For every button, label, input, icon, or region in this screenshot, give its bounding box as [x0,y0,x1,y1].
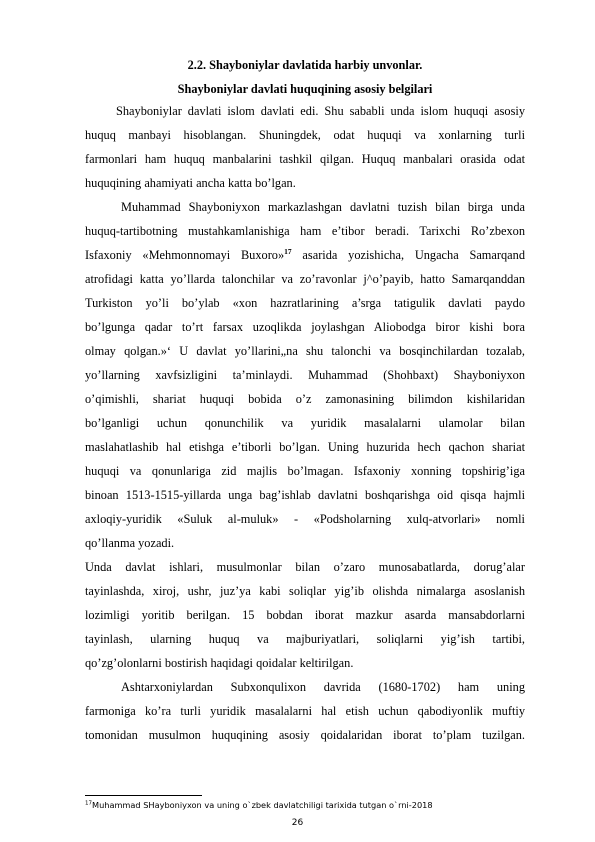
section-heading: 2.2. Shayboniylar davlatida harbiy unvonlar. [187,58,423,72]
paragraph-line: tayinlash, ularning huquq va majburiyatlari, soliqlarni yig’ish tartibi, [85,632,525,646]
paragraph-line: bo’lganligi uchun qonunchilik va yuridik masalalarni ulamolar bilan [85,416,525,430]
paragraph-line: Unda davlat ishlari, musulmonlar bilan o’zaro munosabatlarda, dorug’alar [85,560,525,574]
footnote-separator [85,795,202,796]
paragraph-line: Muhammad Shayboniyxon markazlashgan davlatni tuzish bilan birga unda [121,200,525,214]
paragraph-line: atrofidagi katta yo’llarda talonchilar va zo’ravonlar j^o’payib, hatto Samarqanddan [85,272,525,286]
section-subheading: Shayboniylar davlati huquqining asosiy belgilari [177,82,433,96]
paragraph-line: Ashtarxoniylardan Subxonqulixon davrida (1680-1702) ham uning [121,680,525,694]
paragraph-line: farmoniga ko’ra turli yuridik masalalarni hal etish uchun qabodiyonlik muftiy [85,704,525,718]
page-number: 26 [291,818,304,828]
paragraph-line: binoan 1513-1515-yillarda unga bag’ishlab davlatni boshqarishga oid qisqa hajmli [85,488,525,502]
paragraph-line: bo’lgunga qadar to’rt farsax uzoqlikda joylashgan Aliobodga biror kishi bora [85,320,525,334]
paragraph-line: tomonidan musulmon huquqining asosiy qoidalaridan iborat to’plam tuzilgan. [85,728,525,742]
paragraph-line: Shayboniylar davlati islom davlati edi. Shu sababli unda islom huquqi asosiy [116,104,525,118]
footnote-reference: 17 [284,246,292,256]
paragraph-line: qo’llanma yozadi. [85,536,175,550]
paragraph-line: huquqi va qonunlariga zid majlis bo’lmagan. Isfaxoniy xonning topshirig’iga [85,464,525,478]
paragraph-line: axloqiy-yuridik «Suluk al-muluk» - «Podsholarning xulq-atvorlari» nomli [85,512,525,526]
paragraph-line: qo’zg’olonlarni bostirish haqidagi qoidalar keltirilgan. [85,656,354,670]
paragraph-line: Turkiston yo’li bo’ylab «xon hazratlarining a’srga tatigulik davlati paydo [85,296,525,310]
paragraph-line: maslahatlashib hal etishga e’tiborli bo’lgan. Uning huzurida hech qachon shariat [85,440,525,454]
paragraph-line: huquq manbayi hisoblangan. Shuningdek, odat huquqi va xonlarning turli [85,128,525,142]
paragraph-line: olmay qolgan.»‘ U davlat yo’llarini„na shu talonchi va bosqinchilardan tozalab, [85,344,525,358]
footnote-text: Muhammad SHayboniyxon va uning o`zbek davlatchiligi tarixida tutgan o`rni-2018 [92,800,433,810]
paragraph-line: o’qimishli, shariat huquqi bobida o’z zamonasining bilimdon kishilaridan [85,392,525,406]
footnote [85,800,525,811]
paragraph-line-with-footnote [85,247,525,263]
paragraph-line: farmonlari ham huquq manbalarini tashkil qilgan. Huquq manbalari orasida odat [85,152,525,166]
paragraph-text: Isfaxoniy «Mehmonnomayi Buxoro» [85,248,285,262]
paragraph-line: huquqining ahamiyati ancha katta bo’lgan. [85,176,296,190]
paragraph-line: yo’llarning xavfsizligini ta’minlaydi. Muhammad (Shohbaxt) Shayboniyxon [85,368,525,382]
paragraph-line: tayinlashda, xiroj, ushr, juz’ya kabi soliqlar yig’ib olishda nimalarga asoslanish [85,584,525,598]
footnote-number: 17 [85,800,92,807]
paragraph-line: huquq-tartibotning mustahkamlanishiga ham e’tibor beradi. Tarixchi Ro’zbexon [85,224,525,238]
paragraph-line: lozimligi yoritib berilgan. 15 bobdan iborat mazkur asarda mansabdorlarni [85,608,525,622]
paragraph-text: asarida yozishicha, Ungacha Samarqand [291,248,525,262]
